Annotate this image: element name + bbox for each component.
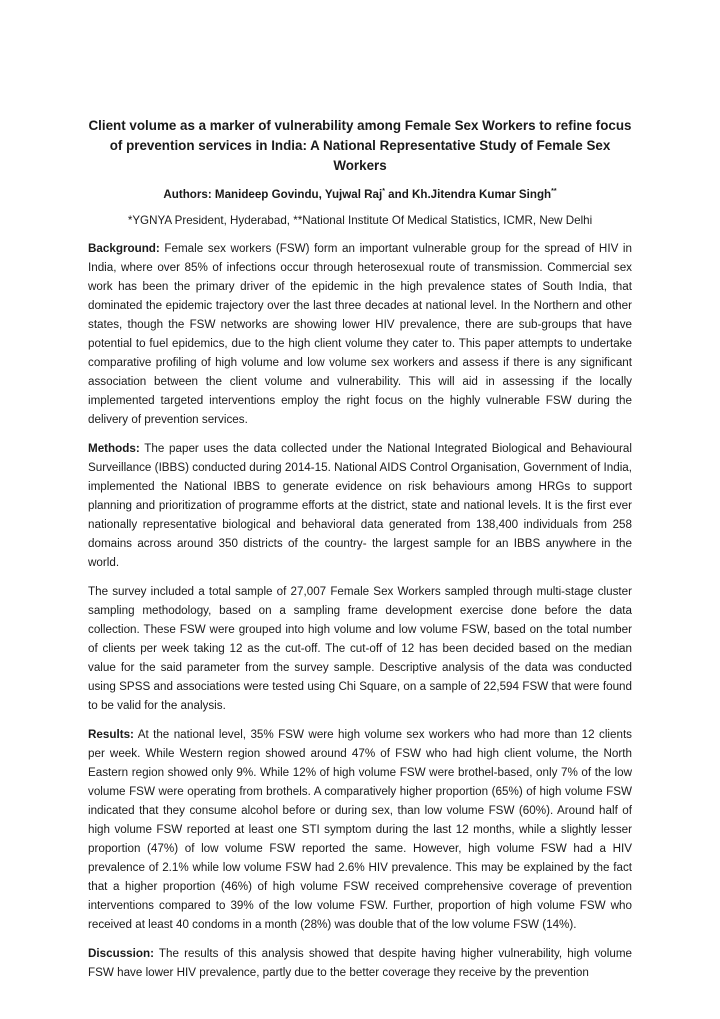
authors-prefix: Authors: Manideep Govindu, Yujwal Raj — [163, 187, 383, 201]
discussion-text: The results of this analysis showed that despite having higher vulnerability, high volume FSW have lower HIV prevalence, partly due to the better coverage they receive by the prevention — [88, 946, 632, 979]
methods-paragraph — [88, 439, 632, 572]
author-mark-2: ** — [551, 188, 557, 195]
methods-heading: Methods: — [88, 441, 140, 455]
methods-text: The paper uses the data collected under the National Integrated Biological and Behavioural Surveillance (IBBS) conducted during 2014-15. National AIDS Control Organisation, Government of India, implemented the National IBBS to generate evidence on risk behaviours among HRGs to support planning and prioritization of programme efforts at the district, state and national levels. It is the first ever nationally representative biological and behavioral data generated from 138,400 individuals from 258 domains across around 350 districts of the country- the largest sample for an IBBS anywhere in the world. — [88, 441, 632, 569]
results-text: At the national level, 35% FSW were high volume sex workers who had more than 12 clients per week. While Western region showed around 47% of FSW who had high client volume, the North Eastern region showed only 9%. While 12% of high volume FSW were brothel-based, only 7% of the low volume FSW were operating from brothels. A comparatively higher proportion (65%) of high volume FSW indicated that they consume alcohol before or during sex, than low volume FSW (60%). Around half of high volume FSW reported at least one STI symptom during the last 12 months, while a slightly lesser proportion (47%) of low volume FSW reported the same. However, high volume FSW had a HIV prevalence of 2.1% while low volume FSW had 2.6% HIV prevalence. This may be explained by the fact that a higher proportion (46%) of high volume FSW received comprehensive coverage of prevention interventions compared to 39% of the low volume FSW. Further, proportion of high volume FSW who received at least 40 condoms in a month (28%) was double that of the low volume FSW (14%). — [88, 727, 632, 931]
discussion-paragraph — [88, 944, 632, 982]
author-line — [88, 184, 632, 203]
background-text: Female sex workers (FSW) form an important vulnerable group for the spread of HIV in India, where over 85% of infections occur through heterosexual route of transmission. Commercial sex work has been the primary driver of the epidemic in the high prevalence states of South India, that dominated the epidemic trajectory over the last three decades at national level. In the Northern and other states, though the FSW networks are showing lower HIV prevalence, there are sub-groups that have potential to fuel epidemics, due to the high client volume they cater to. This paper attempts to undertake comparative profiling of high volume and low volume sex workers and assess if there is any significant association between the client volume and vulnerability. This will aid in assessing if the locally implemented targeted interventions employ the right focus on the highly vulnerable FSW during the delivery of prevention services. — [88, 241, 632, 426]
survey-paragraph — [88, 582, 632, 715]
results-paragraph — [88, 725, 632, 934]
background-paragraph — [88, 239, 632, 429]
discussion-heading: Discussion: — [88, 946, 154, 960]
paper-title: Client volume as a marker of vulnerability among Female Sex Workers to refine focus of prevention services in India: A National Representative Study of Female Sex Workers — [88, 118, 632, 173]
survey-text: The survey included a total sample of 27,007 Female Sex Workers sampled through multi-stage cluster sampling methodology, based on a sampling frame development exercise done before the data collection. These FSW were grouped into high volume and low volume FSW, based on the total number of clients per week taking 12 as the cut-off. The cut-off of 12 has been decided based on the median value for the said parameter from the survey sample. Descriptive analysis of the data was conducted using SPSS and associations were tested using Chi Square, on a sample of 22,594 FSW that were found to be valid for the analysis. — [88, 584, 632, 712]
author-mark-1: * — [382, 188, 385, 195]
background-heading: Background: — [88, 241, 160, 255]
authors-middle: and Kh.Jitendra Kumar Singh — [384, 187, 552, 201]
results-heading: Results: — [88, 727, 134, 741]
affiliations: *YGNYA President, Hyderabad, **National Institute Of Medical Statistics, ICMR, New Delhi — [127, 213, 593, 227]
